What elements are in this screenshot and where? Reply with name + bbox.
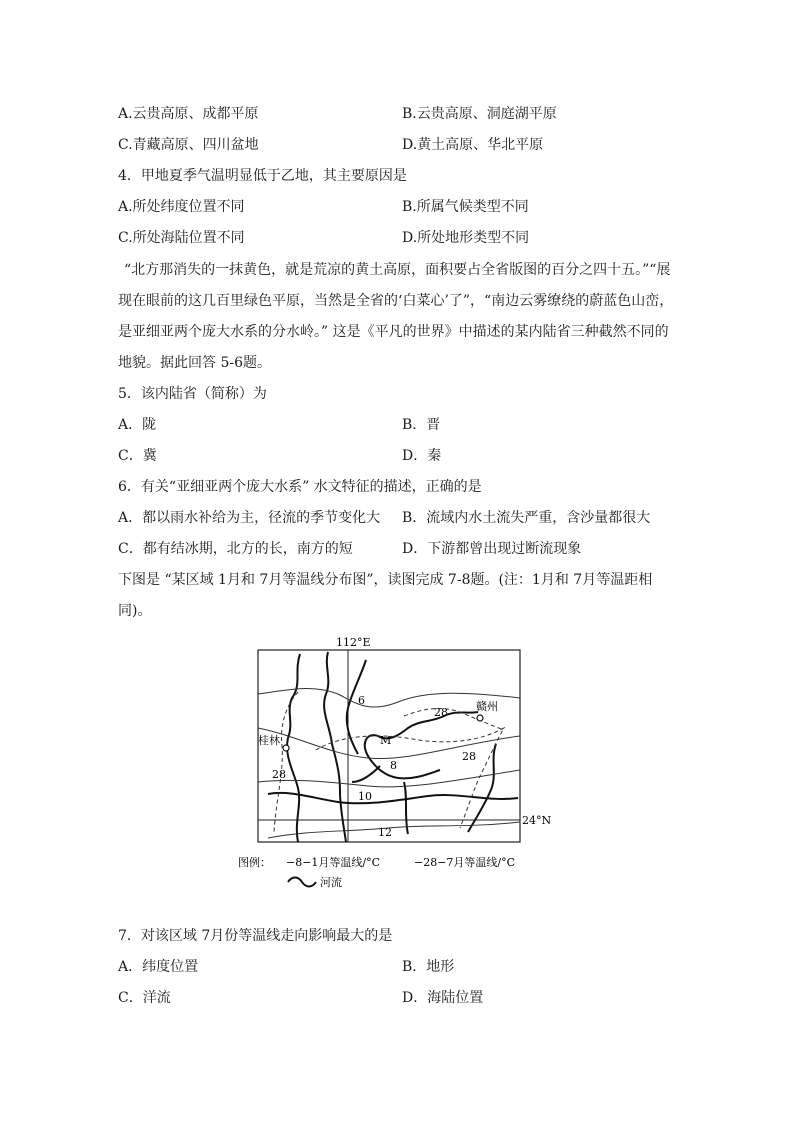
river-m: [352, 766, 380, 782]
q3-option-b: B.云贵高原、洞庭湖平原: [402, 106, 557, 122]
q4-option-b: B.所属气候类型不同: [402, 199, 529, 215]
legend-jan: −8−1月等温线/°C: [286, 856, 381, 869]
iso-label-jul-28-west: 28: [272, 768, 286, 781]
passage-line-3: 是亚细亚两个庞大水系的分水岭。” 这是《平凡的世界》中描述的某内陆省三种截然不同的: [118, 324, 669, 340]
passage-line-1: “北方那消失的一抹黄色，就是荒凉的黄土高原，面积要占全省版图的百分之四十五。”“展: [124, 262, 671, 278]
iso-label-jan-10: 10: [358, 790, 372, 803]
legend-river: 河流: [320, 876, 342, 889]
map-intro-line-2: 同)。: [118, 603, 152, 619]
city-ganzhou-marker: [477, 715, 483, 721]
iso-label-jan-12: 12: [378, 826, 392, 839]
iso-label-jul-28-north: 28: [434, 706, 448, 719]
river-central: [324, 652, 346, 842]
meridian-label: 112°E: [336, 636, 371, 649]
q7-option-b: B．地形: [402, 959, 455, 975]
legend-jul: −28−7月等温线/°C: [414, 856, 516, 869]
q6-option-b: B．流域内水土流失严重，含沙量都很大: [402, 510, 651, 526]
passage-line-2: 现在眼前的这几百里绿色平原，当然是全省的‘白菜心’了”，“南边云雾缭绕的蔚蓝色山峦，: [118, 293, 674, 309]
isotherm-jan-12: [268, 822, 520, 838]
q5-option-a: A．陇: [118, 417, 157, 433]
q3-option-c: C.青藏高原、四川盆地: [118, 137, 259, 153]
passage-line-4: 地貌。据此回答 5-6题。: [118, 355, 271, 371]
q6-stem: 6．有关“亚细亚两个庞大水系” 水文特征的描述，正确的是: [118, 479, 482, 495]
river-north: [347, 660, 366, 754]
q5-stem: 5．该内陆省（简称）为: [118, 386, 267, 402]
q7-option-c: C．洋流: [118, 990, 171, 1006]
q4-stem: 4．甲地夏季气温明显低于乙地，其主要原因是: [118, 168, 407, 184]
q6-option-c: C．都有结冰期，北方的长，南方的短: [118, 541, 353, 557]
parallel-label: 24°N: [522, 814, 552, 827]
city-guilin-marker: [283, 745, 289, 751]
iso-label-jan-6: 6: [358, 694, 365, 707]
legend-prefix: 图例：: [238, 856, 271, 869]
iso-label-jul-28-east: 28: [462, 750, 476, 763]
q7-option-a: A．纬度位置: [118, 959, 199, 975]
isotherm-map: [228, 632, 558, 894]
q5-option-d: D．秦: [402, 448, 442, 464]
q4-option-c: C.所处海陆位置不同: [118, 230, 245, 246]
q5-option-c: C．冀: [118, 448, 157, 464]
q6-option-a: A．都以雨水补给为主，径流的季节变化大: [118, 510, 381, 526]
legend-river-symbol: [288, 878, 316, 887]
city-ganzhou-label: 赣州: [476, 700, 498, 713]
q7-option-d: D．海陆位置: [402, 990, 484, 1006]
map-intro-line-1: 下图是 “某区域 1月和 7月等温线分布图”，读图完成 7-8题。(注：1月和 7月等温距相: [118, 572, 653, 588]
q3-option-a: A.云贵高原、成都平原: [118, 106, 259, 122]
q7-stem: 7．对该区域 7月份等温线走向影响最大的是: [118, 928, 393, 944]
point-m-label: M: [380, 734, 392, 747]
q4-option-a: A.所处纬度位置不同: [118, 199, 245, 215]
q4-option-d: D.所处地形类型不同: [402, 230, 530, 246]
river-trib: [268, 793, 518, 803]
q6-option-d: D．下游都曾出现过断流现象: [402, 541, 582, 557]
rivers: [268, 652, 518, 842]
iso-label-jan-8: 8: [390, 759, 397, 772]
city-guilin-label: 桂林: [258, 734, 280, 747]
q5-option-b: B．晋: [402, 417, 441, 433]
q3-option-d: D.黄土高原、华北平原: [402, 137, 544, 153]
isotherm-jul-28-west: [274, 692, 298, 832]
